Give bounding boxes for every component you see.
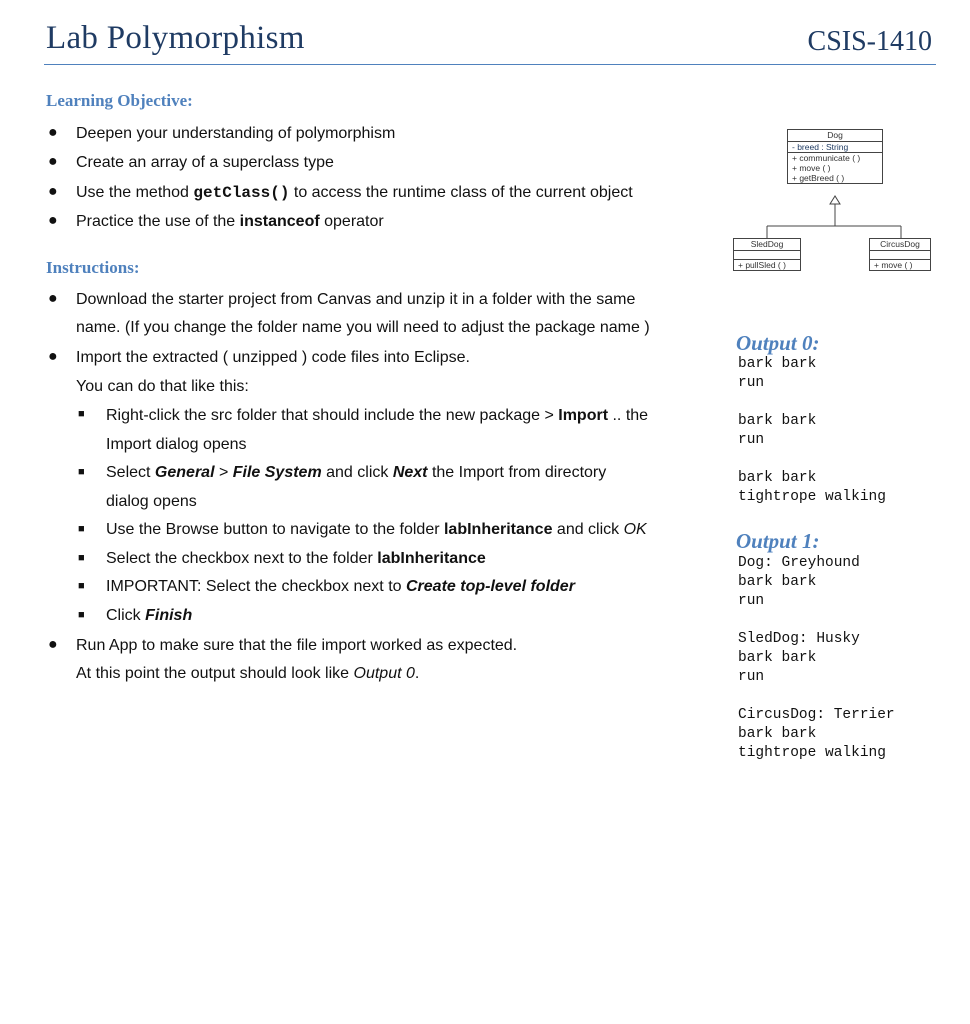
- inheritance-arrow-icon: [830, 196, 840, 204]
- instruction-step: Import the extracted ( unzipped ) code files into Eclipse.: [76, 349, 470, 366]
- square-bullet-icon: ■: [78, 408, 85, 420]
- uml-class-dog: [787, 129, 883, 184]
- instruction-substep: IMPORTANT: Select the checkbox next to Create top-level folder: [106, 578, 575, 595]
- uml-methods: [734, 260, 800, 270]
- output-1-heading: Output 1:: [736, 529, 820, 553]
- learning-objective-heading: Learning Objective:: [46, 91, 193, 110]
- uml-method: + pullSled ( ): [738, 260, 786, 270]
- output-line: bark bark: [738, 726, 817, 742]
- instruction-step: You can do that like this:: [76, 378, 249, 395]
- square-bullet-icon: ■: [78, 466, 85, 478]
- output-line: Dog: Greyhound: [738, 555, 860, 571]
- output-line: run: [738, 375, 765, 391]
- uml-class-name: CircusDog: [870, 239, 930, 251]
- output-line: bark bark: [738, 574, 817, 590]
- output-blank: [738, 611, 895, 630]
- output-blank: [738, 450, 886, 469]
- instruction-step: Download the starter project from Canvas and unzip it in a folder with the same: [76, 291, 636, 308]
- instruction-substep: Use the Browse button to navigate to the folder labInheritance and click OK: [106, 521, 647, 538]
- instruction-step: Run App to make sure that the file import worked as expected.: [76, 637, 518, 654]
- output-line: bark bark: [738, 356, 817, 372]
- bullet-icon: ●: [48, 153, 58, 170]
- output-line: bark bark: [738, 413, 817, 429]
- instruction-substep: Select the checkbox next to the folder labInheritance: [106, 550, 486, 567]
- uml-method: + communicate ( ): [792, 153, 861, 163]
- square-bullet-icon: ■: [78, 609, 85, 621]
- uml-methods: [788, 153, 882, 183]
- output-1-block: [738, 554, 895, 763]
- uml-class-name: Dog: [788, 130, 882, 142]
- uml-methods: [870, 260, 930, 270]
- bullet-icon: ●: [48, 636, 58, 653]
- bullet-icon: ●: [48, 183, 58, 200]
- instruction-substep: Select General > File System and click Next the Import from directory: [106, 464, 607, 481]
- course-code: CSIS-1410: [807, 26, 932, 57]
- output-blank: [738, 687, 895, 706]
- output-line: run: [738, 669, 765, 685]
- uml-class-sleddog: [733, 238, 801, 271]
- uml-fields: [870, 251, 930, 260]
- instructions-heading: Instructions:: [46, 258, 140, 277]
- uml-class-name: SledDog: [734, 239, 800, 251]
- uml-method: + move ( ): [792, 163, 831, 173]
- instruction-substep: Import dialog opens: [106, 436, 247, 453]
- square-bullet-icon: ■: [78, 552, 85, 564]
- objective-item: Practice the use of the instanceof operator: [76, 213, 384, 230]
- output-line: run: [738, 432, 765, 448]
- output-line: tightrope walking: [738, 489, 886, 505]
- instruction-step: At this point the output should look like Output 0.: [76, 665, 420, 682]
- output-line: tightrope walking: [738, 745, 886, 761]
- output-0-heading: Output 0:: [736, 331, 820, 355]
- uml-field: - breed : String: [792, 142, 849, 152]
- output-line: CircusDog: Terrier: [738, 707, 895, 723]
- output-line: bark bark: [738, 650, 817, 666]
- output-line: bark bark: [738, 470, 817, 486]
- square-bullet-icon: ■: [78, 580, 85, 592]
- instruction-substep: dialog opens: [106, 493, 197, 510]
- uml-class-circusdog: [869, 238, 931, 271]
- uml-fields: [788, 142, 882, 153]
- objective-item: Use the method getClass() to access the runtime class of the current object: [76, 184, 633, 202]
- bullet-icon: ●: [48, 290, 58, 307]
- uml-method: + move ( ): [874, 260, 913, 270]
- objective-item: Deepen your understanding of polymorphism: [76, 125, 396, 142]
- instruction-substep: Right-click the src folder that should include the new package > Import .. the: [106, 407, 649, 424]
- uml-fields: [734, 251, 800, 260]
- output-0-block: [738, 355, 886, 507]
- instruction-step: name. (If you change the folder name you will need to adjust the package name ): [76, 319, 650, 336]
- output-line: SledDog: Husky: [738, 631, 860, 647]
- bullet-icon: ●: [48, 124, 58, 141]
- uml-method: + getBreed ( ): [792, 173, 845, 183]
- instruction-substep: Click Finish: [106, 607, 193, 624]
- bullet-icon: ●: [48, 348, 58, 365]
- bullet-icon: ●: [48, 212, 58, 229]
- output-line: run: [738, 593, 765, 609]
- objective-item: Create an array of a superclass type: [76, 154, 334, 171]
- page-title: Lab Polymorphism: [46, 20, 305, 56]
- square-bullet-icon: ■: [78, 523, 85, 535]
- output-blank: [738, 393, 886, 412]
